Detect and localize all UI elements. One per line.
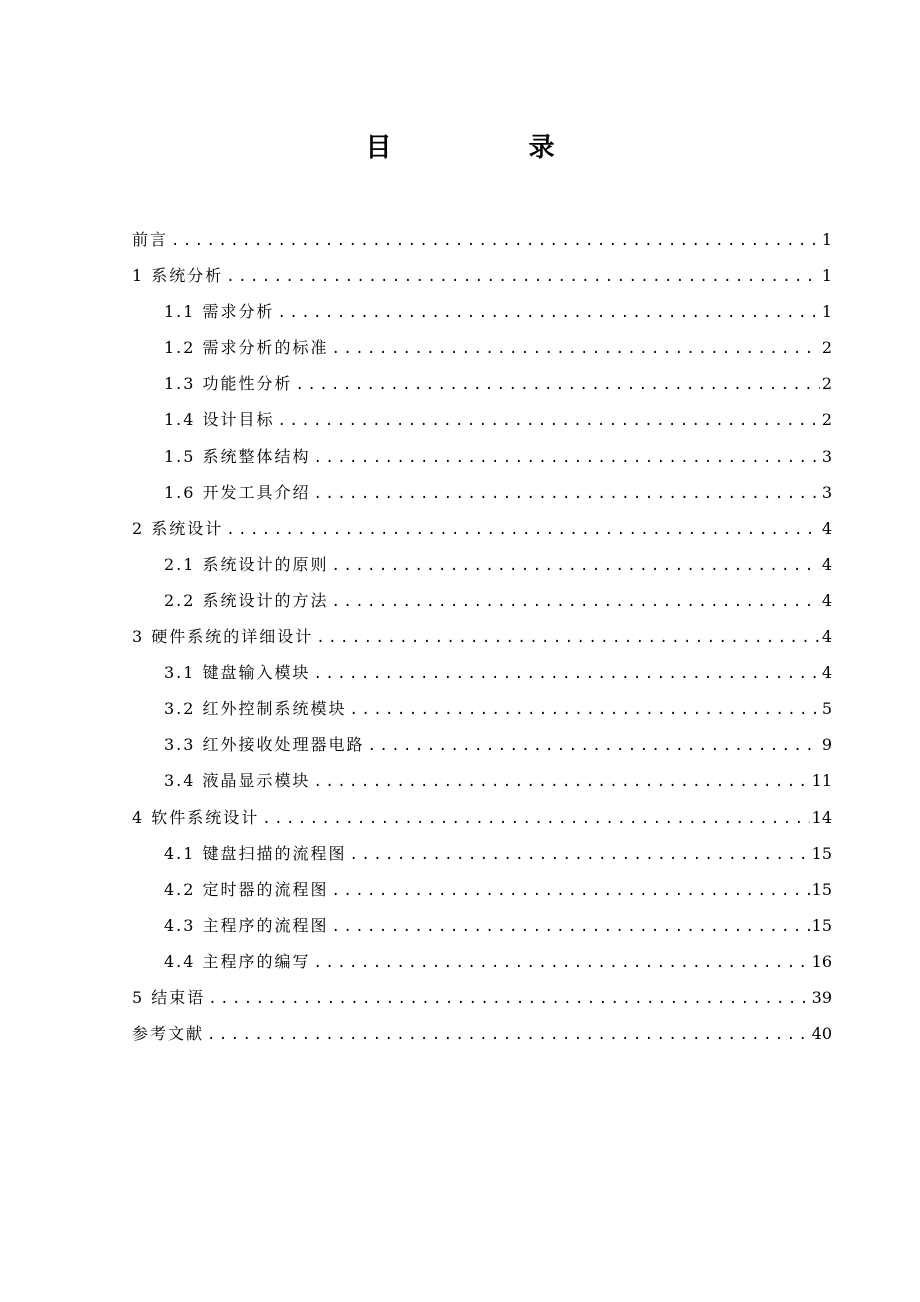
toc-entry-page-number: 3 xyxy=(821,482,832,502)
toc-entry-label: 1 系统分析 xyxy=(132,266,224,286)
toc-entry[interactable] xyxy=(132,228,832,264)
toc-entry[interactable] xyxy=(132,769,832,805)
toc-entry-label: 3.2 红外控制系统模块 xyxy=(164,699,347,719)
toc-dot-leader xyxy=(329,337,820,361)
toc-entry[interactable] xyxy=(132,264,832,300)
toc-entry-label: 2.2 系统设计的方法 xyxy=(164,590,329,610)
toc-dot-leader xyxy=(275,409,820,433)
toc-entry-label: 参考文献 xyxy=(132,1024,205,1044)
toc-entry-page-number: 3 xyxy=(821,446,832,466)
toc-entry-label: 3.3 红外接收处理器电路 xyxy=(164,735,365,755)
toc-entry-page-number: 1 xyxy=(821,230,832,249)
toc-entry-label: 1.3 功能性分析 xyxy=(164,374,293,394)
toc-dot-leader xyxy=(311,446,820,470)
toc-entry-page-number: 11 xyxy=(811,771,832,791)
toc-entry[interactable] xyxy=(132,589,832,625)
toc-dot-leader xyxy=(329,879,810,903)
toc-entry-page-number: 4 xyxy=(821,663,832,683)
toc-dot-leader xyxy=(223,518,820,542)
toc-entry[interactable] xyxy=(132,481,832,517)
toc-entry-label: 1.1 需求分析 xyxy=(164,302,275,322)
toc-entry-page-number: 39 xyxy=(811,987,832,1007)
toc-dot-leader xyxy=(311,482,820,506)
toc-dot-leader xyxy=(259,807,809,831)
toc-entry-page-number: 5 xyxy=(821,699,832,719)
toc-dot-leader xyxy=(168,229,820,253)
toc-entry-page-number: 9 xyxy=(821,735,832,755)
toc-entry[interactable] xyxy=(132,300,832,336)
toc-entry-label: 1.2 需求分析的标准 xyxy=(164,338,329,358)
toc-entry[interactable] xyxy=(132,733,832,769)
toc-entry[interactable] xyxy=(132,914,832,950)
toc-dot-leader xyxy=(311,770,810,794)
toc-entry[interactable] xyxy=(132,950,832,986)
toc-entry-page-number: 15 xyxy=(811,915,832,935)
toc-entry[interactable] xyxy=(132,408,832,444)
toc-entry-label: 4 软件系统设计 xyxy=(132,807,260,827)
toc-entry-page-number: 4 xyxy=(821,518,832,538)
toc-entry[interactable] xyxy=(132,1022,832,1058)
toc-entry-label: 1.4 设计目标 xyxy=(164,410,275,430)
toc-dot-leader xyxy=(329,915,810,939)
toc-dot-leader xyxy=(311,662,820,686)
toc-entry-label: 3.1 键盘输入模块 xyxy=(164,663,311,683)
toc-dot-leader xyxy=(311,951,810,975)
toc-entry-page-number: 15 xyxy=(811,879,832,899)
toc-entry[interactable] xyxy=(132,336,832,372)
toc-entry-label: 2.1 系统设计的原则 xyxy=(164,554,329,574)
table-of-contents xyxy=(132,228,832,1058)
toc-entry-page-number: 1 xyxy=(821,266,832,286)
toc-entry[interactable] xyxy=(132,445,832,481)
toc-entry-page-number: 15 xyxy=(811,843,832,863)
toc-dot-leader xyxy=(205,987,809,1011)
toc-entry[interactable] xyxy=(132,517,832,553)
toc-entry-page-number: 14 xyxy=(811,807,832,827)
page-title: 目 录 xyxy=(365,133,619,163)
toc-entry[interactable] xyxy=(132,842,832,878)
toc-dot-leader xyxy=(223,265,820,289)
toc-entry-page-number: 2 xyxy=(821,374,832,394)
toc-entry-label: 4.2 定时器的流程图 xyxy=(164,879,329,899)
toc-entry-label: 4.1 键盘扫描的流程图 xyxy=(164,843,347,863)
toc-entry-label: 前言 xyxy=(132,230,169,249)
toc-entry-label: 3.4 液晶显示模块 xyxy=(164,771,311,791)
toc-entry[interactable] xyxy=(132,553,832,589)
toc-entry-page-number: 2 xyxy=(821,410,832,430)
toc-dot-leader xyxy=(365,734,820,758)
toc-dot-leader xyxy=(347,698,820,722)
toc-entry-page-number: 16 xyxy=(811,951,832,971)
toc-entry[interactable] xyxy=(132,878,832,914)
toc-dot-leader xyxy=(347,843,810,867)
toc-entry-label: 1.5 系统整体结构 xyxy=(164,446,311,466)
toc-entry-label: 2 系统设计 xyxy=(132,518,224,538)
toc-entry[interactable] xyxy=(132,625,832,661)
toc-entry-page-number: 4 xyxy=(821,627,832,647)
toc-dot-leader xyxy=(329,590,820,614)
toc-dot-leader xyxy=(313,626,820,650)
toc-dot-leader xyxy=(204,1023,810,1047)
toc-entry-page-number: 1 xyxy=(821,302,832,322)
toc-entry-label: 5 结束语 xyxy=(132,987,206,1007)
toc-entry-page-number: 2 xyxy=(821,338,832,358)
toc-dot-leader xyxy=(293,373,820,397)
toc-entry-page-number: 40 xyxy=(811,1024,832,1044)
toc-dot-leader xyxy=(329,554,820,578)
toc-entry-page-number: 4 xyxy=(821,554,832,574)
toc-entry-label: 4.4 主程序的编写 xyxy=(164,951,311,971)
toc-entry[interactable] xyxy=(132,806,832,842)
toc-entry-label: 1.6 开发工具介绍 xyxy=(164,482,311,502)
toc-entry-label: 3 硬件系统的详细设计 xyxy=(132,627,314,647)
toc-dot-leader xyxy=(275,301,820,325)
toc-entry-page-number: 4 xyxy=(821,590,832,610)
toc-entry[interactable] xyxy=(132,986,832,1022)
toc-entry-label: 4.3 主程序的流程图 xyxy=(164,915,329,935)
toc-entry[interactable] xyxy=(132,372,832,408)
toc-entry[interactable] xyxy=(132,697,832,733)
toc-entry[interactable] xyxy=(132,661,832,697)
